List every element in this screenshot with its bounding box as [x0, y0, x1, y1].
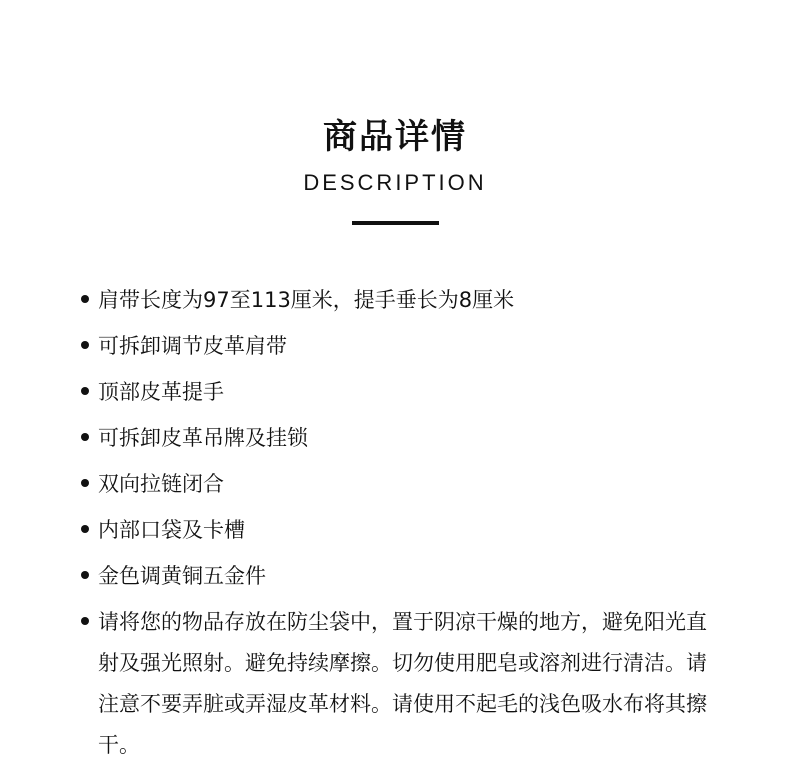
list-item — [78, 326, 718, 367]
care-instructions — [78, 602, 718, 766]
bullet-icon — [81, 525, 89, 533]
list-item-text: 可拆卸皮革吊牌及挂锁 — [98, 426, 308, 450]
list-item — [78, 372, 718, 413]
bullet-icon — [81, 617, 89, 625]
list-item — [78, 510, 718, 551]
list-item-text: 双向拉链闭合 — [98, 472, 224, 496]
list-item-text: 内部口袋及卡槽 — [98, 518, 245, 542]
list-item-text: 可拆卸调节皮革肩带 — [98, 334, 287, 358]
bullet-icon — [81, 479, 89, 487]
list-item — [78, 418, 718, 459]
list-item-text: 请将您的物品存放在防尘袋中，置于阴凉干燥的地方，避免阳光直射及强光照射。避免持续摩擦。切勿使用肥皂或溶剂进行清洁。请注意不要弄脏或弄湿皮革材料。请使用不起毛的浅色吸水布将其擦干。 — [98, 610, 707, 757]
list-item — [78, 464, 718, 505]
list-item — [78, 280, 718, 321]
list-item-text: 顶部皮革提手 — [98, 380, 224, 404]
bullet-icon — [81, 341, 89, 349]
feature-list — [78, 280, 718, 771]
bullet-icon — [81, 571, 89, 579]
page-title: 商品详情 — [323, 117, 467, 157]
list-item-text: 金色调黄铜五金件 — [98, 564, 266, 588]
page-subtitle: DESCRIPTION — [303, 170, 487, 195]
section-header — [0, 112, 790, 198]
bullet-icon — [81, 295, 89, 303]
list-item — [78, 556, 718, 597]
bullet-icon — [81, 433, 89, 441]
title-divider — [352, 221, 439, 225]
bullet-icon — [81, 387, 89, 395]
list-item-text: 肩带长度为97至113厘米，提手垂长为8厘米 — [98, 288, 515, 312]
